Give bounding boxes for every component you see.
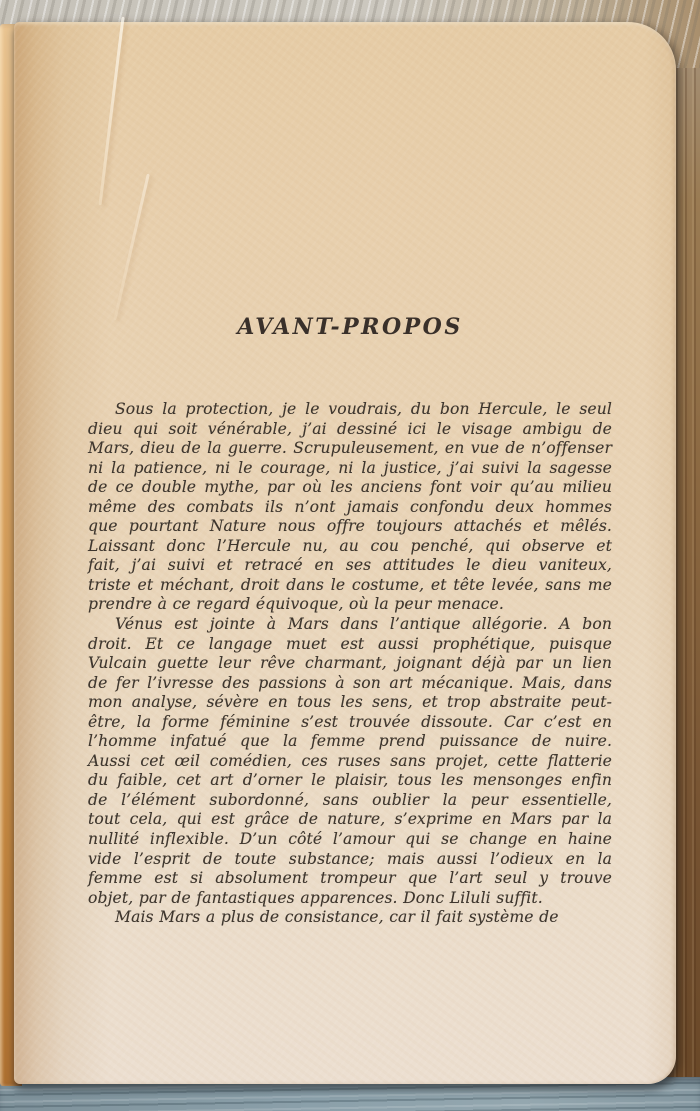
paragraph — [88, 908, 612, 928]
text-line: tout cela, qui est grâce de nature, s’exprime en Mars par la — [88, 810, 612, 829]
text-line: Mars, dieu de la guerre. Scrupuleusement, en vue de n’offenser — [88, 439, 612, 458]
text-line: dieu qui soit vénérable, j’ai dessiné ici le visage ambigu de — [88, 419, 612, 438]
text-line: Mais Mars a plus de consistance, car il fait système de — [115, 908, 559, 927]
text-line: mon analyse, sévère en tous les sens, et trop abstraite peut- — [88, 693, 612, 712]
text-line: ni la patience, ni le courage, ni la justice, j’ai suivi la sagesse — [88, 458, 612, 477]
text-line: Vulcain guette leur rêve charmant, joignant déjà par un lien — [88, 654, 612, 673]
text-line: fait, j’ai suivi et retracé en ses attitudes le dieu vaniteux, — [88, 556, 612, 575]
text-line: Sous la protection, je le voudrais, du bon Hercule, le seul — [115, 400, 612, 418]
text-line: Laissant donc l’Hercule nu, au cou penché, qui observe et — [88, 536, 612, 555]
text-block — [88, 22, 612, 928]
paragraph — [88, 400, 612, 615]
text-line: même des combats ils n’ont jamais confondu deux hommes — [88, 497, 612, 516]
text-line: Aussi cet œil comédien, ces ruses sans projet, cette flatterie — [88, 751, 612, 770]
text-line: du faible, cet art d’orner le plaisir, tous les mensonges enfin — [88, 771, 612, 790]
text-line: vide l’esprit de toute substance; mais aussi l’odieux en la — [88, 849, 612, 868]
text-line: que pourtant Nature nous offre toujours attachés et mêlés. — [88, 517, 612, 536]
text-line: droit. Et ce langage muet est aussi prophétique, puisque — [88, 634, 612, 653]
text-line: nullité inflexible. D’un côté l’amour qui se change en haine — [88, 830, 612, 849]
text-line: objet, par de fantastiques apparences. Donc Liluli suffit. — [88, 888, 543, 907]
text-line: de l’élément subordonné, sans oublier la peur essentielle, — [88, 790, 612, 809]
text-line: prendre à ce regard équivoque, où la peur menace. — [88, 595, 504, 614]
text-line: triste et méchant, droit dans le costume, et tête levée, sans me — [88, 575, 612, 594]
text-line: Vénus est jointe à Mars dans l’antique allégorie. A bon — [115, 615, 612, 634]
text-line: de ce double mythe, par où les anciens font voir qu’au milieu — [88, 478, 612, 497]
paragraph — [88, 615, 612, 908]
text-line: de fer l’ivresse des passions à son art mécanique. Mais, dans — [88, 673, 612, 692]
book-page — [14, 22, 676, 1084]
text-line: être, la forme féminine s’est trouvée dissoute. Car c’est en — [88, 712, 612, 731]
page-title: AVANT-PROPOS — [237, 314, 463, 340]
text-line: femme est si absolument trompeur que l’art seul y trouve — [88, 869, 612, 888]
text-line: l’homme infatué que la femme prend puissance de nuire. — [88, 732, 612, 751]
body-text — [88, 400, 612, 928]
